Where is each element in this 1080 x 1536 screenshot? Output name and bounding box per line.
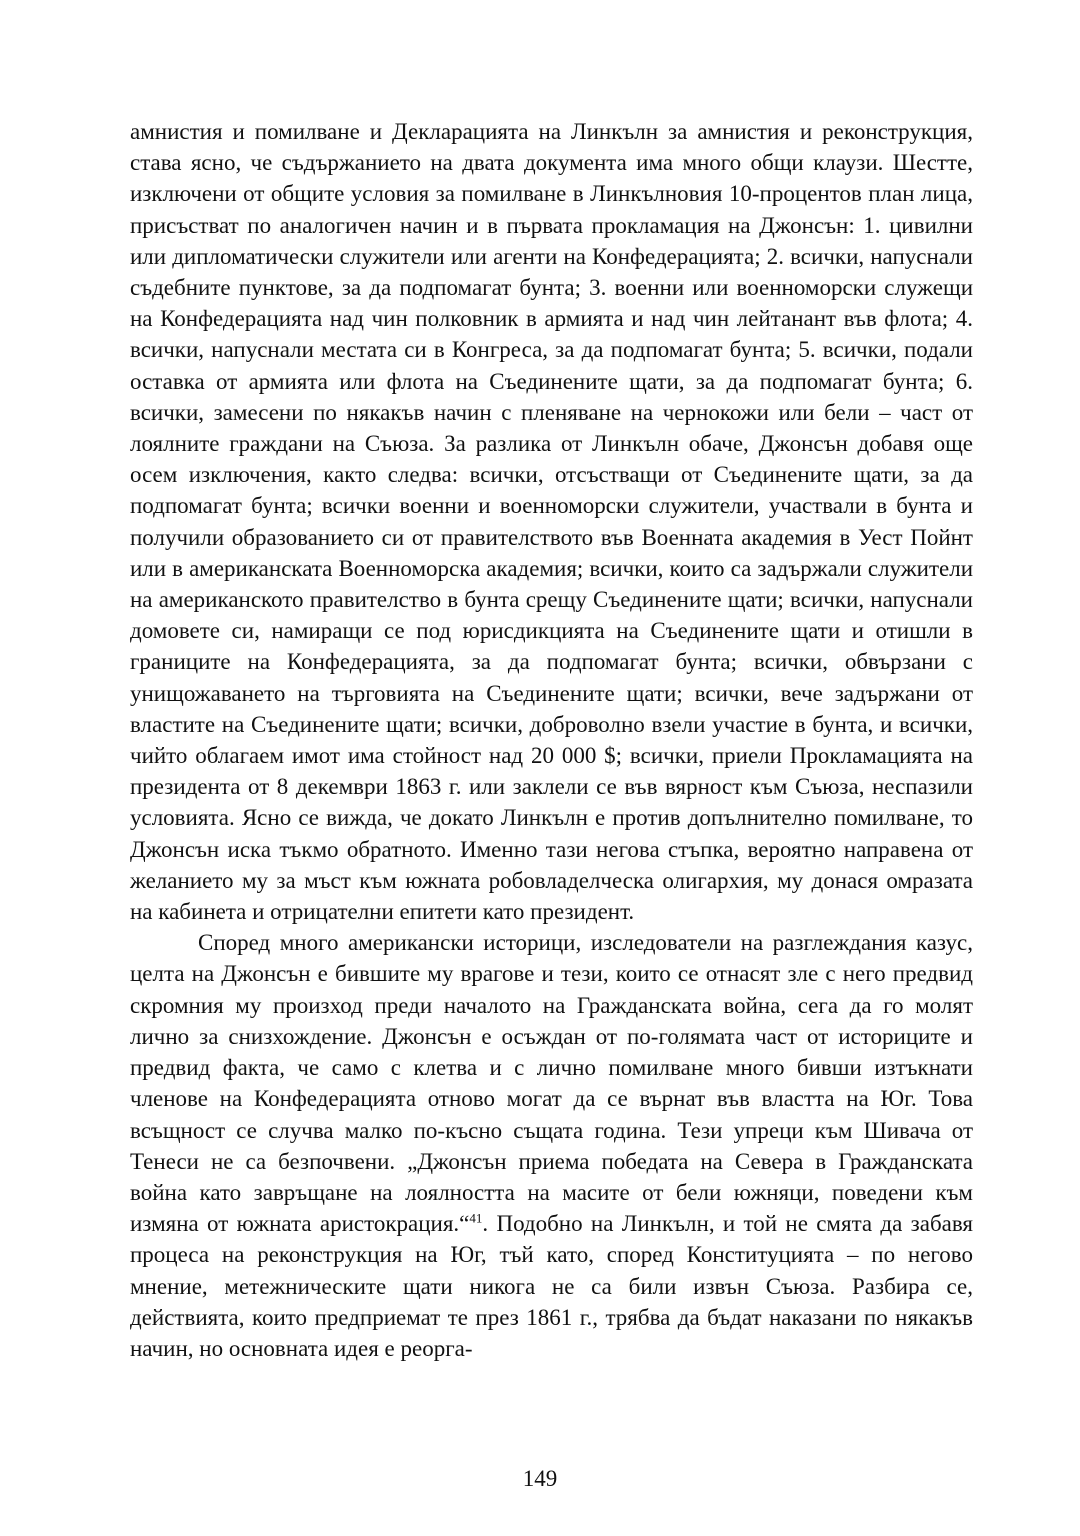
paragraph-2 (130, 927, 973, 1364)
footnote-reference[interactable]: 41 (469, 1210, 483, 1226)
paragraph-2-text: Според много американски историци, изследователи на разглеждания казус, целта на Джонсън е бившите му врагове и тези, които се отнасят зле с него предвид скромния му произход преди началото на Гражданската война, сега да го молят лично за снизхождение. Джонсън е осъждан от по-голямата част от историците и предвид факта, че само с клетва и с лично помилване много бивши изтъкнати членове на Конфедерацията отново могат да се върнат във властта на Юг. Това всъщност се случва малко по-късно същата година. Тези упреци към Шивача от Тенеси не са безпочвени. „Джонсън приема победата на Севера в Гражданската война като завръщане на лоялността на масите от бели южняци, поведени към измяна от южната аристокрация.“ (130, 930, 973, 1237)
body-text (130, 116, 973, 1364)
paragraph-1: амнистия и помилване и Декларацията на Линкълн за амнистия и реконструкция, става ясно, че съдържанието на двата документа има много общи клаузи. Шестте, изключени от общите условия за помилване в Линкълновия 10-процентов план лица, присъстват по аналогичен начин и в първата прокламация на Джонсън: 1. цивилни или дипломатически служители или агенти на Конфедерацията; 2. всички, напуснали съдебните пунктове, за да подпомагат бунта; 3. военни или военноморски служещи на Конфедерацията над чин полковник в армията и над чин лейтанант във флота; 4. всички, напуснали местата си в Конгреса, за да подпомагат бунта; 5. всички, подали оставка от армията или флота на Съединените щати, за да подпомагат бунта; 6. всички, замесени по някакъв начин с пленяване на чернокожи или бели – част от лоялните граждани на Съюза. За разлика от Линкълн обаче, Джонсън добавя още осем изключения, както следва: всички, отсъстващи от Съединените щати, за да подпомагат бунта; всички военни и военноморски служители, участвали в бунта и получили образованието си от правителството във Военната академия в Уест Пойнт или в американската Военноморска академия; всички, които са задържали служители на американското правителство в бунта срещу Съединените щати; всички, напуснали домовете си, намиращи се под юрисдикцията на Съединените щати и отишли в границите на Конфедерацията, за да подпомагат бунта; всички, обвързани с унищожаването на търговията на Съединените щати; всички, вече задържани от властите на Съединените щати; всички, доброволно взели участие в бунта, и всички, чийто облагаем имот има стойност над 20 000 $; всички, приели Прокламацията на президента от 8 декември 1863 г. или заклели се във вярност към Съюза, неспазили условията. Ясно се вижда, че докато Линкълн е против допълнително помилване, то Джонсън иска тъкмо обратното. Именно тази негова стъпка, вероятно направена от желанието му за мъст към южната робовладелческа олигархия, му донася омразата на кабинета и отрицателни епитети като президент. (130, 119, 973, 925)
page-number: 149 (522, 1466, 558, 1491)
paragraph-2-continuation: . Подобно на Линкълн, и той не смята да забавя процеса на реконструкция на Юг, тъй като, според Конституцията – по негово мнение, метежническите щати никога не са били извън Съюза. Разбира се, действията, които предприемат те през 1861 г., трябва да бъдат наказани по някакъв начин, но основната идея е реорга- (130, 1211, 973, 1361)
